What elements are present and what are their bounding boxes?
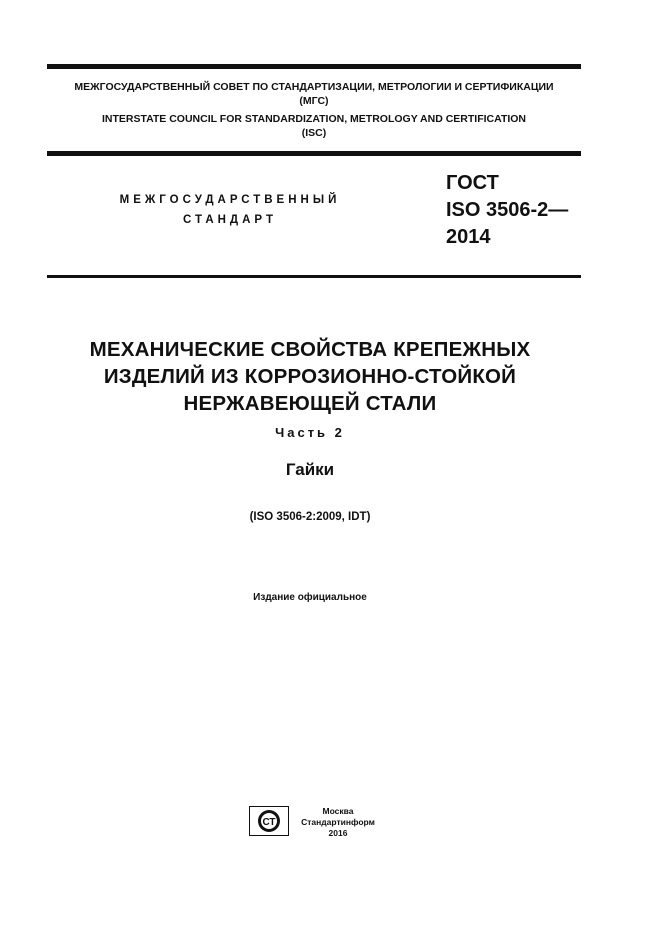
top-thick-rule xyxy=(47,64,581,69)
publisher-year: 2016 xyxy=(328,828,348,838)
thin-rule xyxy=(47,275,581,278)
council-en-abbrev: (ISC) xyxy=(301,127,327,139)
part-label: Часть 2 xyxy=(275,425,345,440)
standard-type-line1: МЕЖГОСУДАРСТВЕННЫЙ xyxy=(119,194,341,206)
council-name-english xyxy=(47,112,581,140)
standard-type-line2: СТАНДАРТ xyxy=(183,214,277,226)
council-name-russian xyxy=(47,80,581,108)
iso-reference: (ISO 3506-2:2009, IDT) xyxy=(249,511,371,523)
designation-line1: ГОСТ xyxy=(446,172,499,194)
part-subtitle: Гайки xyxy=(285,460,335,479)
publisher-logo-text: СТ xyxy=(262,817,276,828)
publisher-name: Стандартинформ xyxy=(301,817,375,827)
document-title xyxy=(40,336,580,417)
standard-designation xyxy=(446,170,568,251)
council-ru-abbrev: (МГС) xyxy=(299,95,329,107)
publisher-logo-icon xyxy=(249,806,289,836)
middle-thick-rule xyxy=(47,151,581,156)
edition-note: Издание официальное xyxy=(253,592,367,603)
title-line3: НЕРЖАВЕЮЩЕЙ СТАЛИ xyxy=(183,392,437,415)
designation-line3: 2014 xyxy=(446,226,491,248)
council-en-line1: INTERSTATE COUNCIL FOR STANDARDIZATION, METROLOGY AND CERTIFICATION xyxy=(101,113,527,125)
title-line2: ИЗДЕЛИЙ ИЗ КОРРОЗИОННО-СТОЙКОЙ xyxy=(103,365,517,388)
title-line1: МЕХАНИЧЕСКИЕ СВОЙСТВА КРЕПЕЖНЫХ xyxy=(89,338,531,361)
council-ru-line1: МЕЖГОСУДАРСТВЕННЫЙ СОВЕТ ПО СТАНДАРТИЗАЦИИ, МЕТРОЛОГИИ И СЕРТИФИКАЦИИ xyxy=(74,81,554,93)
publisher-info xyxy=(295,806,381,839)
designation-line2: ISO 3506-2— xyxy=(446,199,569,221)
publisher-city: Москва xyxy=(322,806,354,816)
